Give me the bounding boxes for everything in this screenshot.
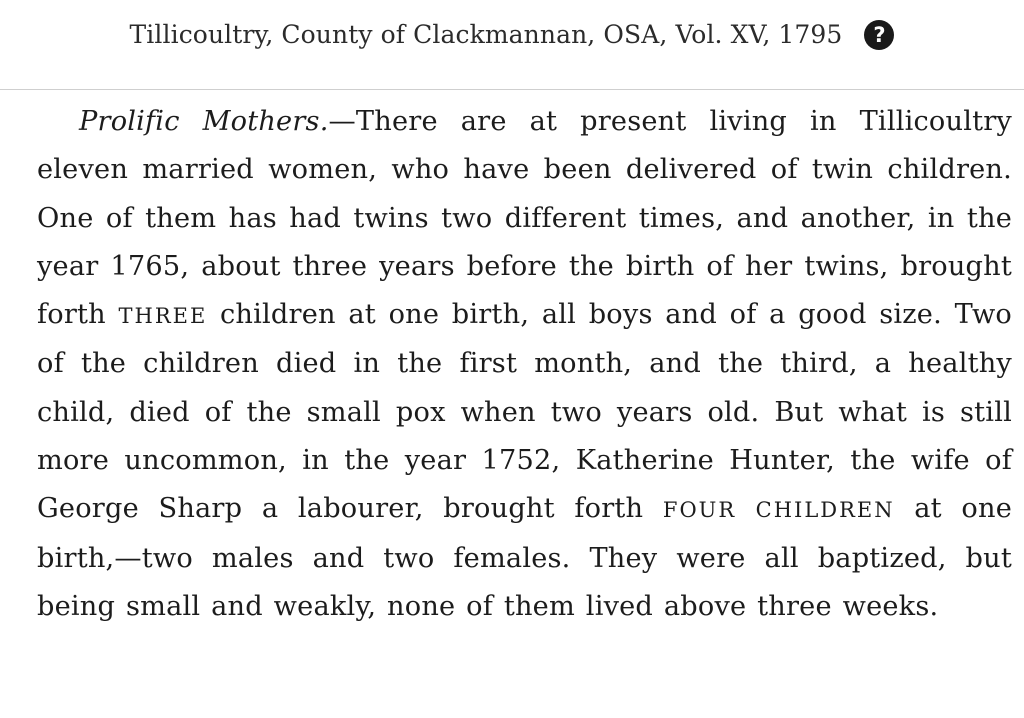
text-segment: children at one birth, all boys and of a good size. Two of the children died in the first month, and the third, a healthy child, died of the small pox when two years old. But what is still more uncommon, in the year 1752, Katherine Hunter, the wife of George Sharp a labourer, brought forth [37,299,1012,525]
small-caps-text: FOUR CHILDREN [662,498,895,523]
document-scan [37,98,1012,710]
small-caps-text: THREE [118,304,208,329]
header-bar [0,0,1024,90]
header-content [130,20,895,50]
text-segment: —There are at present living in Tillicoultry eleven married women, who have been delivered of twin children. One of them has had twins two different times, and another, in the year 1765, about three years before the birth of her twins, brought forth [37,106,1012,331]
page-title: Tillicoultry, County of Clackmannan, OSA, Vol. XV, 1795 [129,20,843,49]
paragraph-heading: Prolific Mothers. [79,106,329,137]
text-segment: at one birth,—two males and two females. They were all baptized, but being small and weakly, none of them lived above three weeks. [37,493,1012,622]
document-paragraph [37,98,1012,631]
question-mark-circle-icon[interactable]: ? [864,20,894,50]
